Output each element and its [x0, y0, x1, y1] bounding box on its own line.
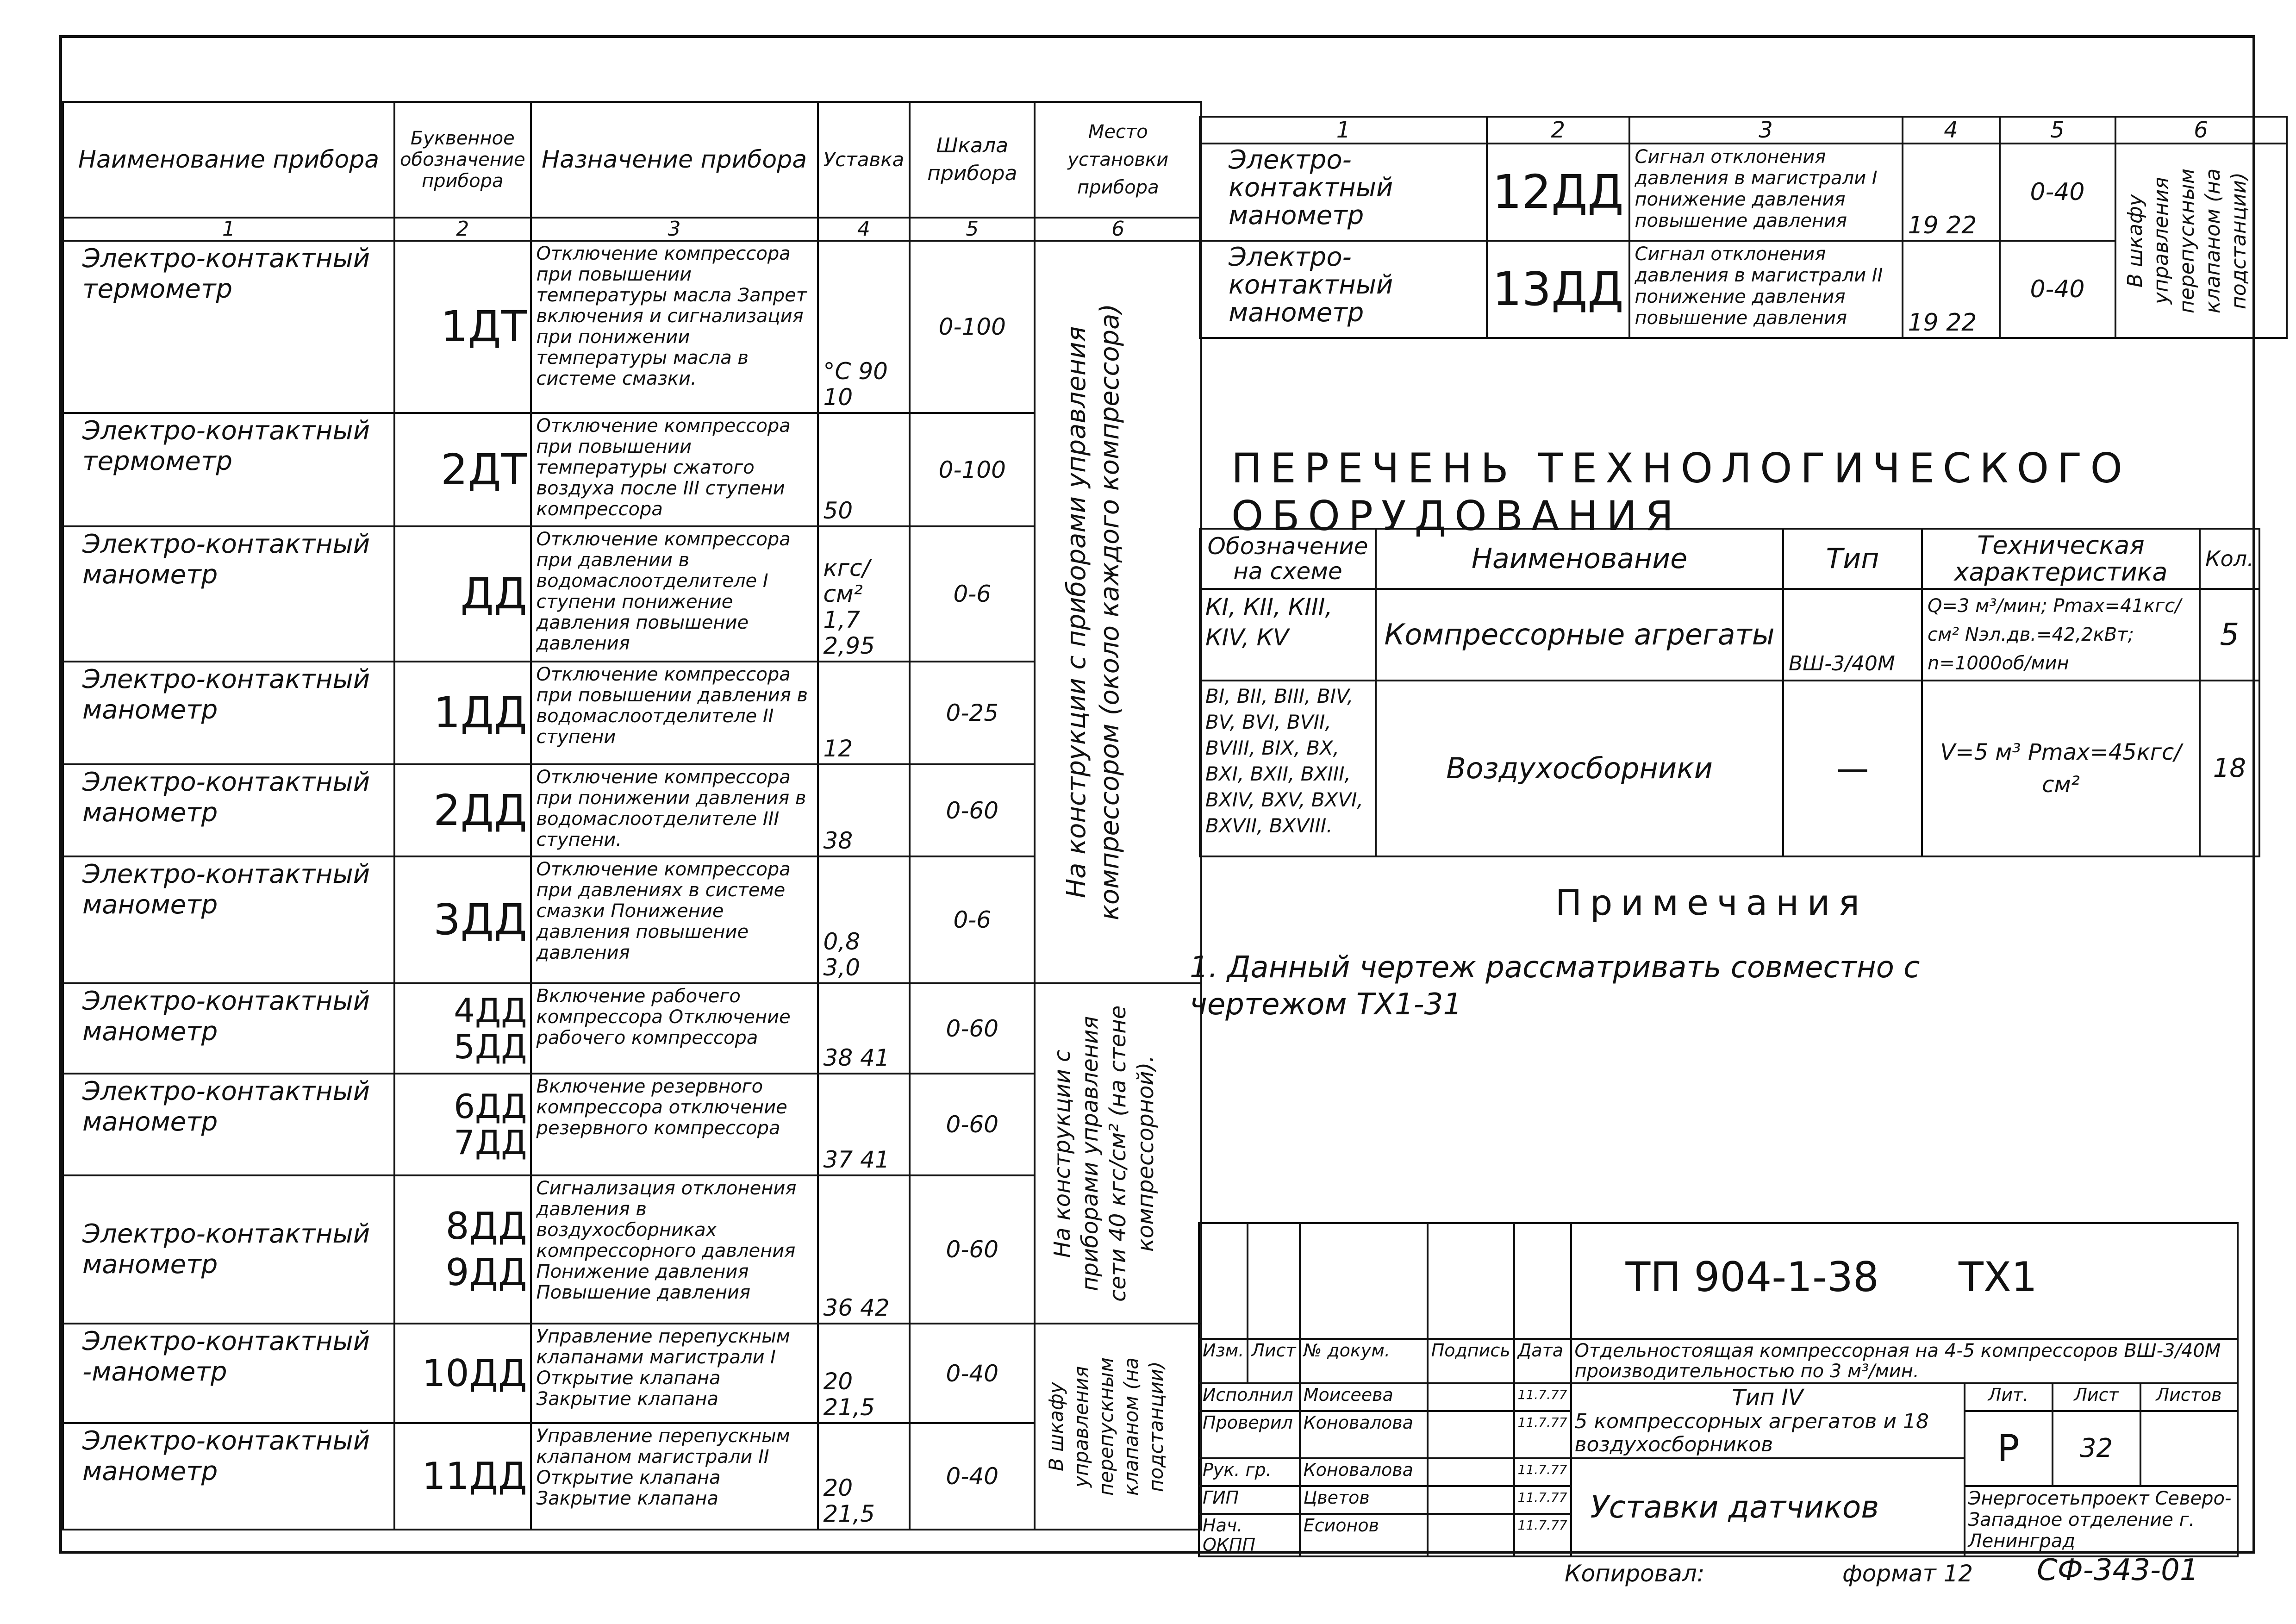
equipment-name: Воздухосборники [1376, 681, 1783, 856]
instrument-purpose: Управление перепускным клапанами магистрали I Открытие клапана Закрытие клапана [531, 1324, 818, 1423]
title-block [1198, 1222, 2239, 1557]
header-purpose: Назначение прибора [531, 102, 818, 218]
role: Проверил [1199, 1411, 1300, 1458]
instrument-code: 3ДД [394, 856, 531, 983]
instrument-scale: 0-60 [910, 983, 1035, 1074]
sign-date: 11.7.77 [1514, 1458, 1571, 1486]
notes-title: Примечания [1555, 882, 1868, 923]
instrument-setting: кгс/см² 1,7 2,95 [818, 526, 910, 662]
instrument-scale: 0-40 [2000, 241, 2115, 338]
table-row [63, 764, 1201, 856]
instrument-name: Электро-контактный манометр [63, 1175, 394, 1324]
col-number: 6 [2115, 117, 2287, 144]
instrument-setting: 19 22 [1903, 144, 2000, 241]
instrument-name: Электро-контактный манометр [63, 983, 394, 1074]
table-row [63, 413, 1201, 526]
signature [1428, 1458, 1514, 1486]
document-title: Уставки датчиков [1571, 1458, 1965, 1556]
instrument-scale: 0-25 [910, 662, 1035, 764]
instrument-code: 1ДТ [394, 241, 531, 413]
equipment-header-mark: Обозначение на схеме [1200, 529, 1376, 589]
instrument-purpose: Включение рабочего компрессора Отключение рабочего компрессора [531, 983, 818, 1074]
col-number: 3 [1629, 117, 1903, 144]
col-number: 1 [63, 218, 394, 241]
archive-code: СФ-343-01 [2037, 1553, 2199, 1587]
person-name: Коновалова [1300, 1458, 1428, 1486]
instrument-purpose: Включение резервного компрессора отключение резервного компрессора [531, 1074, 818, 1175]
person-name: Есионов [1300, 1514, 1428, 1556]
instrument-code: 4ДД 5ДД [394, 983, 531, 1074]
role: Исполнил [1199, 1383, 1300, 1411]
col-number: 5 [910, 218, 1035, 241]
instrument-scale: 0-100 [910, 241, 1035, 413]
copied-by: Копировал: [1565, 1560, 1705, 1587]
instrument-code: 6ДД 7ДД [394, 1074, 531, 1175]
top-place-cell [2115, 144, 2287, 338]
equipment-header-type: Тип [1783, 529, 1922, 589]
instrument-name: Электро-контактный манометр [63, 662, 394, 764]
sign-date: 11.7.77 [1514, 1514, 1571, 1556]
project-code: ТП 904-1-38 [1625, 1253, 1879, 1301]
sign-date: 11.7.77 [1514, 1486, 1571, 1514]
col-number: 5 [2000, 117, 2115, 144]
equipment-type: — [1783, 681, 1922, 856]
table-row [63, 1324, 1201, 1423]
place-cell-3 [1035, 1324, 1201, 1530]
table-row [63, 662, 1201, 764]
col-number: 4 [1903, 117, 2000, 144]
stamp-header-izm: Изм. [1199, 1339, 1248, 1383]
col-number: 2 [1487, 117, 1629, 144]
instrument-purpose: Отключение компрессора при повышении температуры масла Запрет включения и сигнализация при понижении температуры масла в системе смазки. [531, 241, 818, 413]
header-place: Место установки прибора [1035, 102, 1201, 218]
instrument-code: 2ДТ [394, 413, 531, 526]
instrument-setting: 38 [818, 764, 910, 856]
equipment-header-spec: Техническая характеристика [1922, 529, 2200, 589]
table-row [63, 1175, 1201, 1324]
col-number: 6 [1035, 218, 1201, 241]
instrument-table [62, 101, 1202, 1530]
table-row [63, 856, 1201, 983]
instrument-setting: 50 [818, 413, 910, 526]
table-row [63, 241, 1201, 413]
instrument-name: Электро-контактный манометр [1200, 241, 1487, 338]
instrument-scale: 0-60 [910, 764, 1035, 856]
col-number: 1 [1200, 117, 1487, 144]
role: Нач. ОКПП [1199, 1514, 1300, 1556]
instrument-setting: 36 42 [818, 1175, 910, 1324]
equipment-spec: V=5 м³ Pmax=45кгс/см² [1922, 681, 2200, 856]
instrument-code: 2ДД [394, 764, 531, 856]
header-name: Наименование прибора [63, 102, 394, 218]
pressure-gauge-table [1199, 116, 2288, 339]
col-number: 4 [818, 218, 910, 241]
instrument-scale: 0-6 [910, 856, 1035, 983]
instrument-name: Электро-контактный манометр [63, 1074, 394, 1175]
equipment-mark: КI, КII, КIII, КIV, КV [1200, 589, 1376, 681]
signature [1428, 1411, 1514, 1458]
instrument-code: 10ДД [394, 1324, 531, 1423]
person-name: Моисеева [1300, 1383, 1428, 1411]
table-row [1200, 144, 2287, 241]
top-place-text: В шкафу управления перепускным клапаном (на подстанции) [2123, 168, 2251, 313]
header-code: Буквенное обозначение прибора [394, 102, 531, 218]
instrument-code: 11ДД [394, 1423, 531, 1530]
place-text-3: В шкафу управления перепускным клапаном (на подстанции) [1045, 1357, 1168, 1496]
sign-date: 11.7.77 [1514, 1411, 1571, 1458]
instrument-name: Электро-контактный термометр [63, 413, 394, 526]
project-subtitle: 5 компрессорных агрегатов и 18 воздухосборников [1574, 1410, 1929, 1456]
instrument-name: Электро-контактный манометр [63, 526, 394, 662]
col-number: 2 [394, 218, 531, 241]
header-scale: Шкала прибора [910, 102, 1035, 218]
instrument-scale: 0-40 [2000, 144, 2115, 241]
table-row [63, 1423, 1201, 1530]
instrument-scale: 0-40 [910, 1324, 1035, 1423]
table-row [1200, 589, 2259, 681]
instrument-scale: 0-60 [910, 1074, 1035, 1175]
instrument-setting: 38 41 [818, 983, 910, 1074]
instrument-scale: 0-100 [910, 413, 1035, 526]
signature [1428, 1486, 1514, 1514]
instrument-name: Электро-контактный манометр [63, 1423, 394, 1530]
stamp-header-sign: Подпись [1428, 1339, 1514, 1383]
organization: Энергосетьпроект Северо-Западное отделение г. Ленинград [1965, 1486, 2238, 1556]
person-name: Цветов [1300, 1486, 1428, 1514]
sheet-value: 32 [2053, 1411, 2140, 1486]
table-row [63, 983, 1201, 1074]
sheets-label: Листов [2140, 1383, 2238, 1411]
place-cell-1 [1035, 241, 1201, 983]
instrument-scale: 0-40 [910, 1423, 1035, 1530]
instrument-name: Электро-контактный манометр [63, 764, 394, 856]
instrument-code: ДД [394, 526, 531, 662]
instrument-scale: 0-6 [910, 526, 1035, 662]
instrument-purpose: Управление перепускным клапаном магистрали II Открытие клапана Закрытие клапана [531, 1423, 818, 1530]
instrument-setting: 20 21,5 [818, 1324, 910, 1423]
equipment-type: ВШ-3/40М [1783, 589, 1922, 681]
equipment-table [1199, 528, 2260, 857]
note-item-1: 1. Данный чертеж рассматривать совместно с чертежом ТХ1-31 [1190, 950, 1920, 1022]
stamp-header-date: Дата [1514, 1339, 1571, 1383]
sheet-code: ТХ1 [1958, 1253, 2037, 1301]
instrument-purpose: Отключение компрессора при повышении давления в водомаслоотделителе II ступени [531, 662, 818, 764]
project-description: Отдельностоящая компрессорная на 4-5 компрессоров ВШ-3/40М производительностью по 3 м³/мин. [1571, 1339, 2238, 1383]
instrument-name: Электро-контактный термометр [63, 241, 394, 413]
project-type: Тип IV [1732, 1385, 1803, 1411]
instrument-name: Электро-контактный манометр [1200, 144, 1487, 241]
instrument-code: 13ДД [1487, 241, 1629, 338]
instrument-purpose: Отключение компрессора при понижении давления в водомаслоотделителе III ступени. [531, 764, 818, 856]
role: ГИП [1199, 1486, 1300, 1514]
table-row [63, 526, 1201, 662]
table-row [63, 1074, 1201, 1175]
instrument-purpose: Сигнализация отклонения давления в воздухосборниках компрессорного давления Понижение давления Повышение давления [531, 1175, 818, 1324]
role: Рук. гр. [1199, 1458, 1300, 1486]
header-setting: Уставка [818, 102, 910, 218]
instrument-setting: 12 [818, 662, 910, 764]
instrument-code: 12ДД [1487, 144, 1629, 241]
equipment-header-name: Наименование [1376, 529, 1783, 589]
place-text-1: На конструкции с приборами управления компрессором (около каждого компрессора) [1061, 303, 1125, 921]
equipment-name: Компрессорные агрегаты [1376, 589, 1783, 681]
sheet-label: Лист [2053, 1383, 2140, 1411]
instrument-name: Электро-контактный -манометр [63, 1324, 394, 1423]
signature [1428, 1383, 1514, 1411]
equipment-qty: 5 [2200, 589, 2259, 681]
instrument-name: Электро-контактный манометр [63, 856, 394, 983]
instrument-code: 8ДД 9ДД [394, 1175, 531, 1324]
instrument-purpose: Сигнал отклонения давления в магистрали II понижение давления повышение давления [1629, 241, 1903, 338]
equipment-header-qty: Кол. [2200, 529, 2259, 589]
instrument-setting: 19 22 [1903, 241, 2000, 338]
sign-date: 11.7.77 [1514, 1383, 1571, 1411]
signature [1428, 1514, 1514, 1556]
col-number: 3 [531, 218, 818, 241]
sheet-format: формат 12 [1842, 1560, 1973, 1587]
instrument-setting: 20 21,5 [818, 1423, 910, 1530]
instrument-purpose: Отключение компрессора при давлении в водомаслоотделителе I ступени понижение давления повышение давления [531, 526, 818, 662]
instrument-scale: 0-60 [910, 1175, 1035, 1324]
place-cell-2 [1035, 983, 1201, 1324]
instrument-setting: 37 41 [818, 1074, 910, 1175]
stage-label: Лит. [1965, 1383, 2053, 1411]
equipment-title: ПЕРЕЧЕНЬ ТЕХНОЛОГИЧЕСКОГО ОБОРУДОВАНИЯ [1231, 444, 2131, 540]
equipment-qty: 18 [2200, 681, 2259, 856]
stamp-header-list: Лист [1248, 1339, 1299, 1383]
instrument-code: 1ДД [394, 662, 531, 764]
instrument-purpose: Отключение компрессора при давлениях в системе смазки Понижение давления повышение давления [531, 856, 818, 983]
table-row [1200, 681, 2259, 856]
instrument-setting: °С 90 10 [818, 241, 910, 413]
equipment-mark: BI, BII, BIII, BIV, BV, BVI, BVII, BVIII, BIX, BX, BXI, BXII, BXIII, BXIV, BXV, BXVI, BXVII, BXVIII. [1200, 681, 1376, 856]
instrument-purpose: Сигнал отклонения давления в магистрали I понижение давления повышение давления [1629, 144, 1903, 241]
instrument-setting: 0,8 3,0 [818, 856, 910, 983]
place-text-2: На конструкции с приборами управления сети 40 кгс/см² (на стене компрессорной). [1049, 1005, 1159, 1302]
instrument-purpose: Отключение компрессора при повышении температуры сжатого воздуха после III ступени компрессора [531, 413, 818, 526]
equipment-spec: Q=3 м³/мин; Pmax=41кгс/см² Nэл.дв.=42,2кВт; n=1000об/мин [1922, 589, 2200, 681]
stamp-header-doc: № докум. [1300, 1339, 1428, 1383]
person-name: Коновалова [1300, 1411, 1428, 1458]
stage-value: Р [1965, 1411, 2053, 1486]
